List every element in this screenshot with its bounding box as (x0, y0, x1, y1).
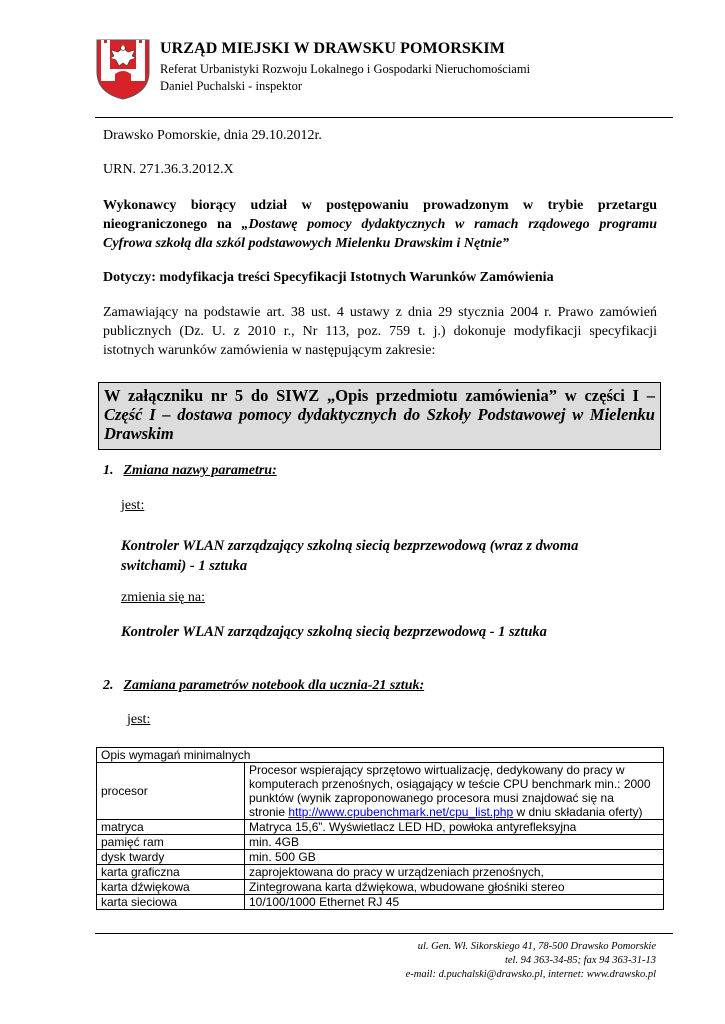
table-row (97, 820, 664, 835)
coat-of-arms-icon (95, 38, 151, 100)
recipients-paragraph (103, 196, 657, 253)
param-value: 10/100/1000 Ethernet RJ 45 (245, 895, 664, 910)
is-label: jest: (127, 712, 151, 727)
attachment-part: Drawskim (104, 424, 174, 443)
tender-title: „Dostawę pomocy dydaktycznych w ramach rządowego programu (241, 217, 657, 232)
attachment-part: Część I – dostawa pomocy dydaktycznych do Szkoły Podstawowej w Mielenku (104, 405, 655, 424)
item-title: Zamiana parametrów notebook dla ucznia-21 sztuk: (123, 678, 425, 693)
footer-contact: e-mail: d.puchalski@drawsko.pl, internet: www.drawsko.pl (405, 969, 656, 980)
table-row (97, 763, 664, 820)
requirements-table (96, 747, 664, 910)
param-name: procesor (97, 763, 245, 820)
item-number: 2. (103, 678, 114, 693)
item-2-heading (103, 676, 424, 694)
table-header: Opis wymagań minimalnych (97, 748, 664, 763)
header-divider (95, 117, 673, 118)
param-value: Zintegrowana karta dźwiękowa, wbudowane głośniki stereo (245, 880, 664, 895)
tender-title: Cyfrowa szkołą dla szkól podstawowych Mielenku Drawskim i Nętnie” (103, 236, 510, 251)
table-row (97, 895, 664, 910)
body-line: publicznych (Dz. U. z 2010 r., Nr 113, poz. 759 t. j.) dokonuje modyfikacji specyfikacji (103, 324, 657, 339)
table-header-row (97, 748, 664, 763)
attachment-box (98, 382, 661, 450)
param-value-line: Procesor wspierający sprzętowo wirtualizację, dedykowany do pracy w (249, 763, 625, 777)
new-value: Kontroler WLAN zarządzający szkolną siecią bezprzewodową - 1 sztuka (121, 624, 547, 640)
param-name: karta dźwiękowa (97, 880, 245, 895)
param-value: min. 500 GB (245, 850, 664, 865)
table-row (97, 865, 664, 880)
place-date: Drawsko Pomorskie, dnia 29.10.2012r. (103, 128, 322, 143)
department-name: Referat Urbanistyki Rozwoju Lokalnego i Gospodarki Nieruchomościami (160, 62, 531, 76)
body-paragraph (103, 303, 657, 360)
organization-name: URZĄD MIEJSKI W DRAWSKU POMORSKIM (160, 40, 505, 57)
item-title: Zmiana nazwy parametru: (123, 463, 277, 478)
table-row (97, 835, 664, 850)
param-name: matryca (97, 820, 245, 835)
changes-to-label: zmienia się na: (121, 590, 205, 605)
param-value-line: komputerach przenośnych, osiągający w teście CPU benchmark min.: 2000 (249, 777, 651, 791)
footer-phone: tel. 94 363-34-85; fax 94 363-31-13 (504, 955, 656, 966)
param-name: karta graficzna (97, 865, 245, 880)
recipients-line: Wykonawcy biorący udział w postępowaniu prowadzonym w trybie przetargu (103, 198, 657, 213)
param-value: zaprojektowana do pracy w urządzeniach przenośnych, (245, 865, 664, 880)
param-value: min. 4GB (245, 835, 664, 850)
param-value-line: stronie (249, 805, 289, 819)
footer-divider (95, 933, 673, 934)
param-name: karta sieciowa (97, 895, 245, 910)
param-value-line: punktów (wynik zaproponowanego procesora musi znajdować się na (249, 791, 614, 805)
table-row (97, 880, 664, 895)
old-value-line: switchami) - 1 sztuka (121, 558, 248, 574)
param-name: pamięć ram (97, 835, 245, 850)
param-value-line: w dniu składania oferty) (513, 805, 643, 819)
recipients-line: nieograniczonego na (103, 217, 242, 232)
old-value (121, 536, 578, 576)
is-label: jest: (121, 498, 145, 513)
inspector-name: Daniel Puchalski - inspektor (160, 79, 302, 93)
footer-address: ul. Gen. Wł. Sikorskiego 41, 78-500 Drawsko Pomorskie (417, 941, 656, 952)
reference-number: URN. 271.36.3.2012.X (103, 162, 234, 177)
param-value (245, 763, 664, 820)
item-number: 1. (103, 463, 114, 478)
old-value-line: Kontroler WLAN zarządzający szkolną siecią bezprzewodową (wraz z dwoma (121, 538, 579, 554)
body-line: istotnych warunków zamówienia w następującym zakresie: (103, 343, 436, 358)
table-row (97, 850, 664, 865)
cpubenchmark-link[interactable]: http://www.cpubenchmark.net/cpu_list.php (288, 805, 514, 819)
item-1-heading (103, 461, 277, 479)
attachment-heading: W załączniku nr 5 do SIWZ „Opis przedmiotu zamówienia” w części I – (104, 386, 655, 405)
subject-line: Dotyczy: modyfikacja treści Specyfikacji Istotnych Warunków Zamówienia (103, 270, 554, 285)
param-name: dysk twardy (97, 850, 245, 865)
body-line: Zamawiający na podstawie art. 38 ust. 4 ustawy z dnia 29 stycznia 2004 r. Prawo zamówień (103, 305, 657, 320)
param-value: Matryca 15,6”. Wyświetlacz LED HD, powłoka antyrefleksyjna (245, 820, 664, 835)
